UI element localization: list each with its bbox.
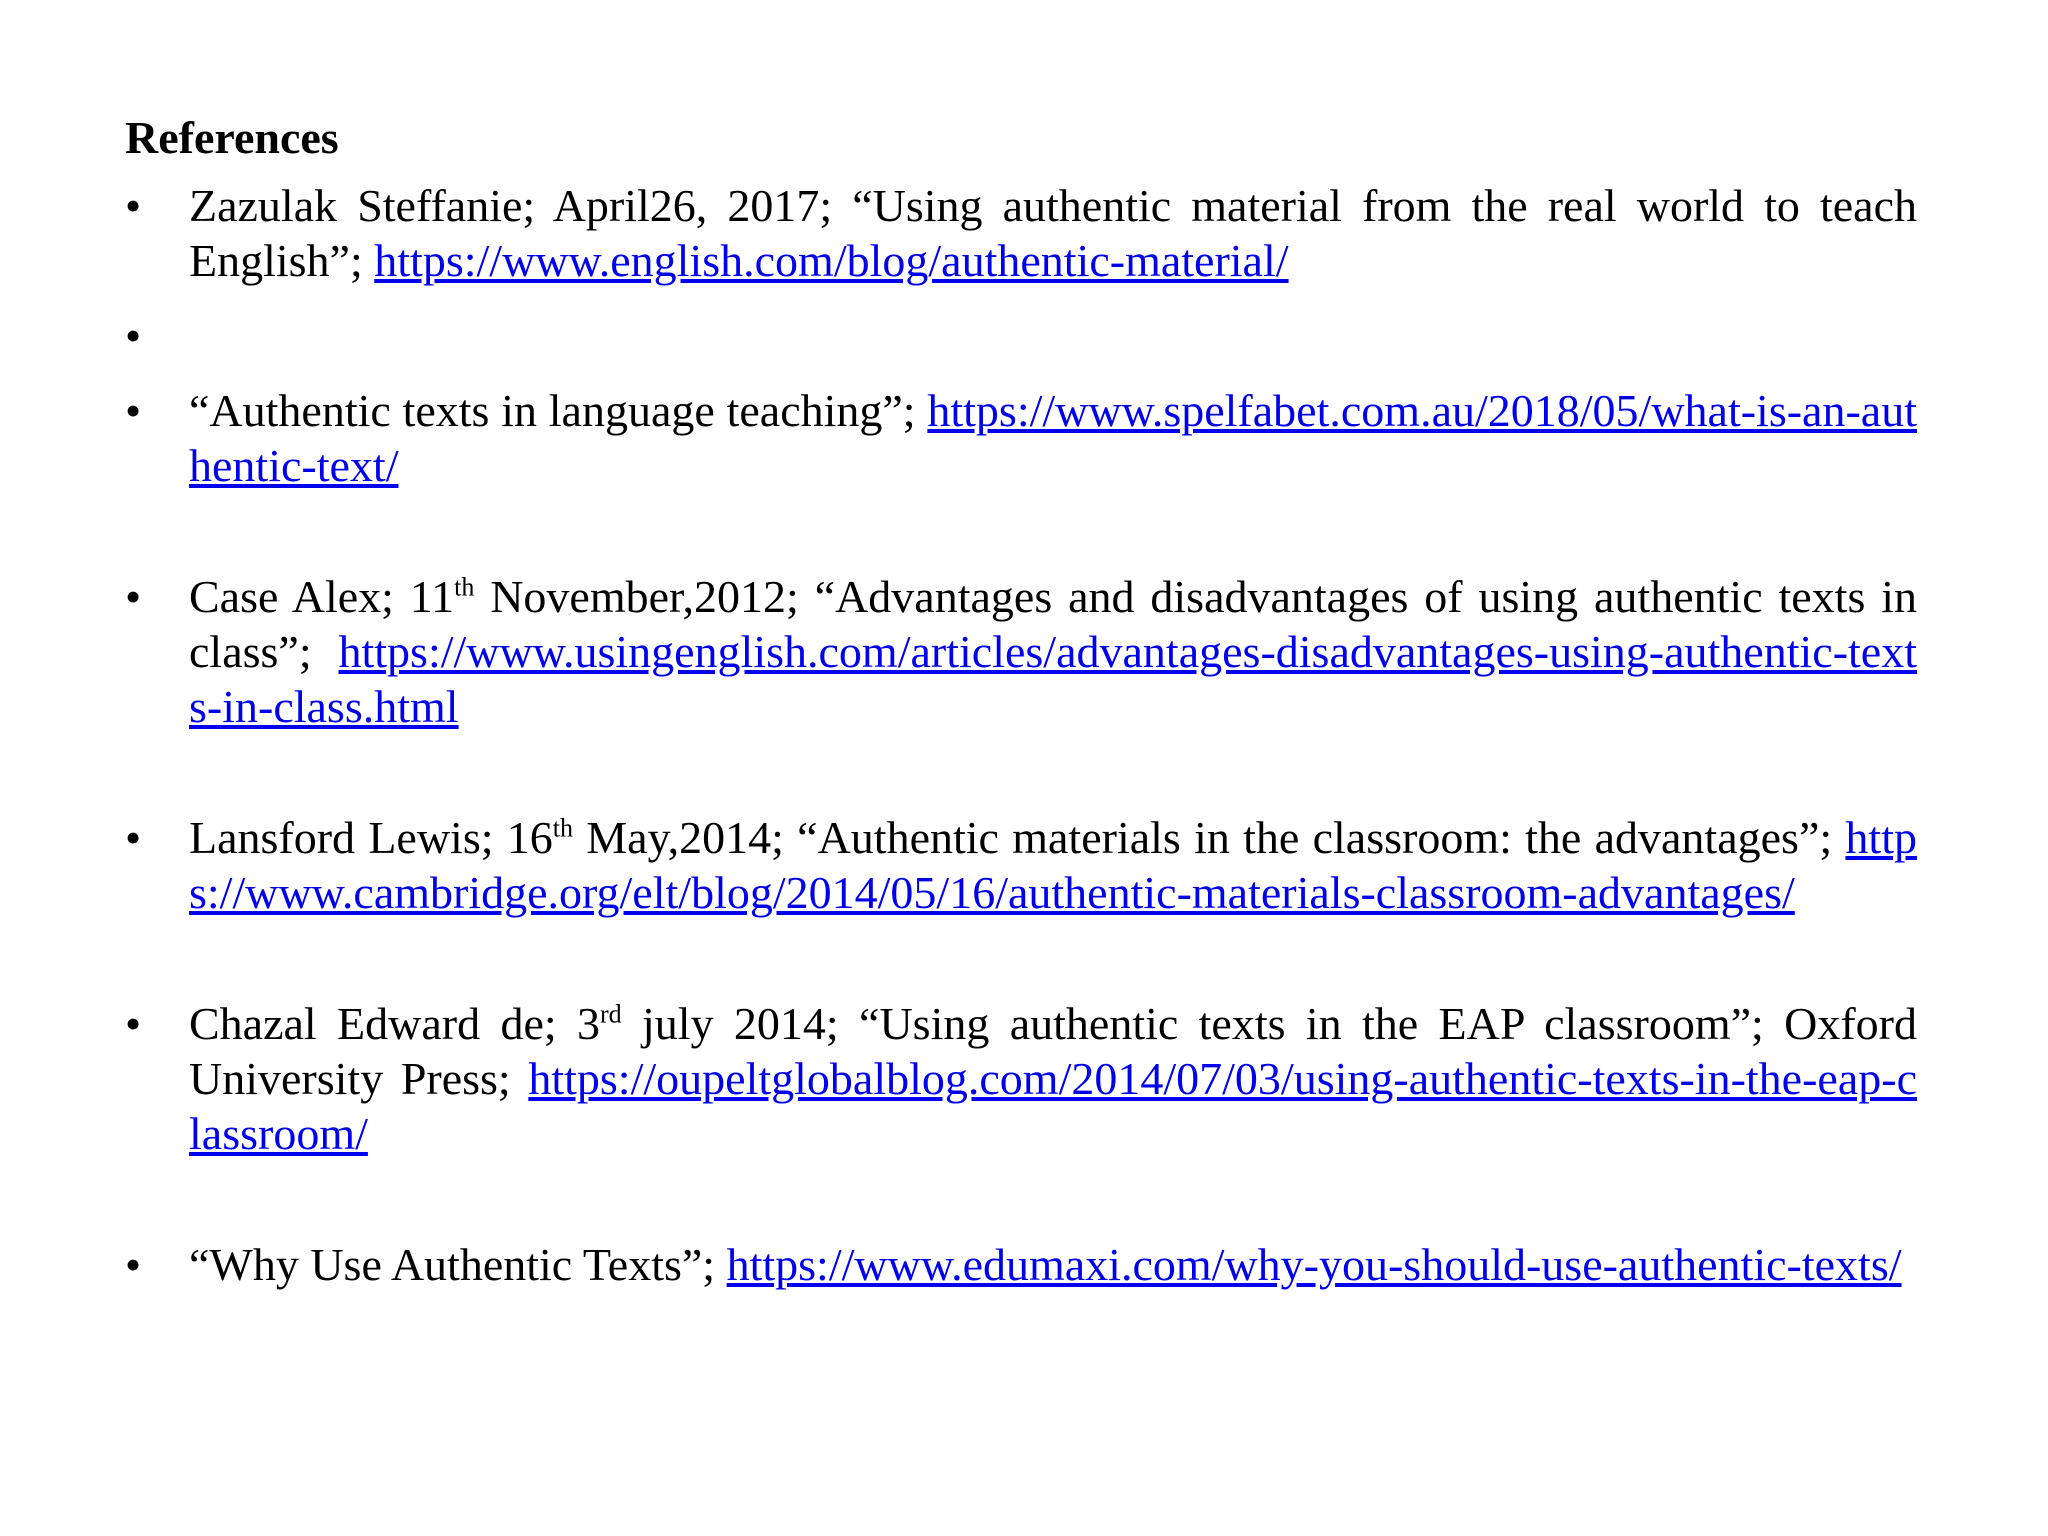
reference-item-case (125, 569, 1917, 734)
reference-link[interactable]: https://oupeltglobalblog.com/2014/07/03/using-authentic-texts-in-the-eap-classroom/ (189, 1053, 1917, 1159)
ordinal-suffix: th (454, 572, 475, 602)
reference-text: Zazulak Steffanie; April26, 2017; “Using authentic material from the real world to teach English”; (189, 180, 1917, 286)
reference-text-start: Case Alex; 11 (189, 571, 455, 622)
reference-text-start: Chazal Edward de; 3 (189, 998, 600, 1049)
references-heading: References (125, 112, 339, 163)
bullet: • (125, 812, 142, 863)
reference-text-end: May,2014; “Authentic materials in the classroom: the advantages”; (573, 812, 1846, 863)
reference-item-spelfabet (125, 383, 1917, 493)
bullet: • (125, 180, 142, 231)
reference-text: “Authentic texts in language teaching”; (189, 385, 928, 436)
reference-link[interactable]: https://www.spelfabet.com.au/2018/05/what-is-an-authentic-text/ (189, 385, 1917, 491)
reference-text-end: july 2014; “Using authentic texts in the EAP classroom”; Oxford University Press; (189, 998, 1917, 1104)
reference-link[interactable]: https://www.cambridge.org/elt/blog/2014/05/16/authentic-materials-classroom-advantages/ (189, 812, 1917, 918)
reference-text: “Why Use Authentic Texts”; (189, 1239, 727, 1290)
bullet: • (125, 571, 142, 622)
ordinal-suffix: rd (600, 999, 622, 1029)
bullet: • (125, 385, 142, 436)
references-page (125, 110, 1917, 1292)
reference-link[interactable]: https://www.english.com/blog/authentic-material/ (374, 235, 1289, 286)
bullet: • (125, 998, 142, 1049)
reference-item-empty (125, 308, 1917, 363)
reference-link[interactable]: https://www.usingenglish.com/articles/advantages-disadvantages-using-authentic-texts-in-class.html (189, 626, 1917, 732)
reference-item-edumaxi (125, 1237, 1917, 1292)
reference-link[interactable]: https://www.edumaxi.com/why-you-should-use-authentic-texts/ (726, 1239, 1902, 1290)
reference-list (125, 178, 1917, 1292)
reference-text-end: November,2012; “Advantages and disadvantages of using authentic texts in class”; (189, 571, 1918, 677)
reference-item-zazulak (125, 178, 1917, 288)
reference-item-lansford (125, 810, 1917, 920)
reference-item-chazal (125, 996, 1917, 1161)
reference-text-start: Lansford Lewis; 16 (189, 812, 553, 863)
bullet: • (125, 1239, 142, 1290)
bullet: • (125, 310, 142, 361)
ordinal-suffix: th (552, 813, 574, 843)
